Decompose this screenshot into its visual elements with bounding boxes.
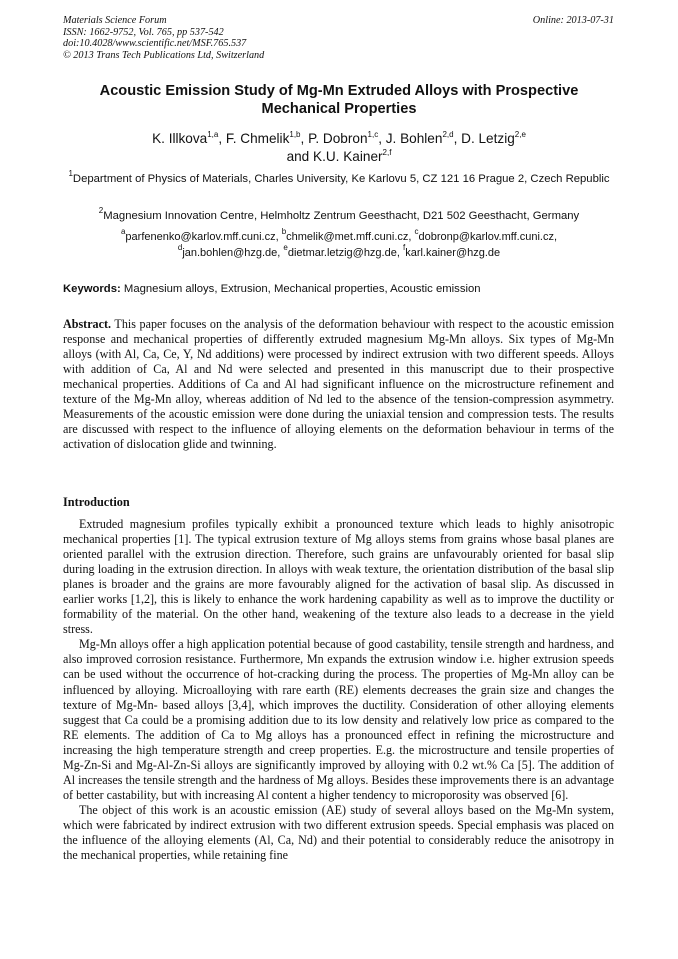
copyright-line: © 2013 Trans Tech Publications Ltd, Switzerland <box>63 49 265 61</box>
author: K. Illkova$^{1,a}$, <box>152 130 226 146</box>
author: F. Chmelik$^{1,b}$, <box>225 130 309 146</box>
author: J. Bohlen$^{2,d}$, <box>385 130 462 146</box>
email-link[interactable]: $^f$karl.kainer@hzg.de <box>402 242 501 259</box>
author-list <box>60 130 618 166</box>
abstract-label: Abstract. <box>63 317 112 331</box>
affiliation-2: $^2$Magnesium Innovation Centre, Helmholtz Zentrum Geesthacht, D21 502 Geesthacht, Germany <box>98 206 580 222</box>
email-link[interactable]: $^a$parfenenko@karlov.mff.cuni.cz, <box>120 227 282 243</box>
issn-line: ISSN: 1662-9752, Vol. 765, pp 537-542 <box>63 26 224 38</box>
keywords-text: Magnesium alloys, Extrusion, Mechanical properties, Acoustic emission <box>120 283 481 295</box>
journal-header <box>63 15 264 61</box>
paragraph: The object of this work is an acoustic emission (AE) study of several alloys based on the Mg-Mn system, which were fabricated by indirect extrusion with two different extrusion speeds. Special emphasis was placed on the influence of the alloying elements (Al, Ca, Nd) and their potential to considerably reduce the anisotropy in the mechanical properties, while retaining fine <box>63 802 614 863</box>
email-link[interactable]: $^b$chmelik@met.mff.cuni.cz, <box>281 227 415 243</box>
doi-line: doi:10.4028/www.scientific.net/MSF.765.537 <box>63 38 247 50</box>
paragraph: Extruded magnesium profiles typically exhibit a pronounced texture which leads to highly anisotropic mechanical properties [1]. The typical extrusion texture of Mg alloys stems from grains whose basal planes are oriented parallel with the extrusion direction. Therefore, such grains are unfavourably oriented for basal slip during loading in the extrusion direction. In alloys with weak texture, the orientation distribution of the basal slip planes is broader and the grains are more favourably aligned for the activation of basal slip. As discussed in earlier works [1,2], this is likely to enhance the work hardening capability as well as to improve the ductility or formability of the material. On the other hand, weakening of the texture also leads to a decrease in the yield stress. <box>63 517 614 637</box>
introduction-body <box>63 517 614 863</box>
paper-title: Acoustic Emission Study of Mg-Mn Extruded Alloys with Prospective Mechanical Properties <box>99 83 579 117</box>
author: P. Dobron$^{1,c}$, <box>308 130 386 146</box>
paragraph: Mg-Mn alloys offer a high application potential because of good castability, tensile strength and hardness, and also improved corrosion resistance. Furthermore, Mn expands the extrusion window i.e. higher extrusion speeds can be used without the occurrence of hot-cracking during the process. The properties of Mg-Mn alloy can be influenced by alloying. Microalloying with rare earth (RE) elements decreases the grain size and changes the texture of Mg-Mn- based alloys [3,4], which improves the ductility. Consideration of other alloying elements suggest that Ca could be a promising addition due to its low density and relatively low price as compared to the RE elements. The addition of Ca to Mg alloys has a pronounced effect in refining the microstructure and increasing the high temperature strength and creep properties. E.g. the microstructure and tensile properties of Mg-Zn-Si and Mg-Al-Zn-Si alloys are significantly improved by alloying with 0.2 wt.% Ca [5]. The addition of Al increases the tensile strength and the hardness of Mg alloys. Besides these improvements there is an advantage of better castability, but with increasing Al content a higher tendency to microporosity was observed [6]. <box>63 637 614 802</box>
email-list <box>60 227 618 261</box>
author: and K.U. Kainer$^{2,f}$ <box>286 148 392 164</box>
author: D. Letzig$^{2,e}$ <box>461 130 526 146</box>
online-date: Online: 2013-07-31 <box>532 15 614 26</box>
introduction-heading: Introduction <box>63 495 130 509</box>
abstract <box>63 317 614 452</box>
keywords-label: Keywords: <box>63 283 121 295</box>
journal-name: Materials Science Forum <box>63 15 167 26</box>
abstract-text: This paper focuses on the analysis of the deformation behaviour with respect to the acoustic emission response and mechanical properties of differently extruded magnesium Mg-Mn alloys. Six types of Mg-Mn alloys (with Al, Ca, Ce, Y, Nd additions) were processed by indirect extrusion with two different speeds. Alloys with addition of Ca, Al and Nd were selected and presented in this manuscript due to their prospective mechanical properties. Additions of Ca and Al had significant influence on the microstructure refinement and texture of the Mg-Mn alloy, whereas addition of Nd led to the absence of the tension-compression asymmetry. Measurements of the acoustic emission were done during the uniaxial tension and compression tests. The results are discussed with respect to the influence of alloying elements on the deformation behaviour in terms of the activation of dislocation glide and twinning. <box>63 317 614 452</box>
keywords <box>63 282 615 296</box>
affiliation-1: $^1$Department of Physics of Materials, Charles University, Ke Karlovu 5, CZ 121 16 Prague 2, Czech Republic <box>68 169 610 185</box>
email-link[interactable]: $^c$dobronp@karlov.mff.cuni.cz, <box>414 227 558 243</box>
email-link[interactable]: $^e$dietmar.letzig@hzg.de, <box>283 242 403 259</box>
email-link[interactable]: $^d$jan.bohlen@hzg.de, <box>177 242 284 259</box>
